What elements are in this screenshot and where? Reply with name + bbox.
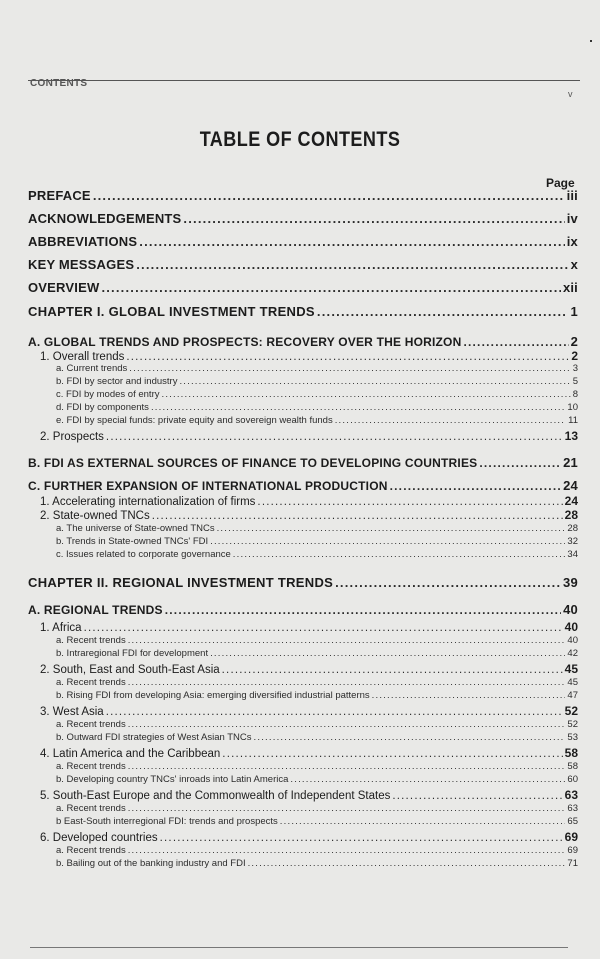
toc-entry-latin-inroads[interactable]	[56, 774, 578, 785]
entry-text: KEY MESSAGES	[28, 257, 135, 272]
toc-entry-bailing-out[interactable]	[56, 858, 578, 869]
toc-entry-internationalization[interactable]	[40, 494, 578, 508]
entry-page: 45	[564, 662, 578, 676]
leader-dots	[129, 363, 570, 374]
entry-page: 8	[572, 389, 578, 400]
page-column-label: Page	[546, 176, 575, 190]
entry-text: A. REGIONAL TRENDS	[28, 603, 163, 617]
leader-dots	[161, 389, 570, 400]
toc-entry-west-asia[interactable]	[40, 704, 578, 718]
toc-entry-section-1a[interactable]	[28, 334, 578, 349]
entry-page: 32	[567, 536, 578, 547]
toc-entry-developed-recent[interactable]	[56, 845, 578, 856]
leader-dots	[128, 761, 566, 772]
toc-entry-abbreviations[interactable]	[28, 234, 578, 249]
leader-dots	[106, 706, 563, 718]
toc-entry-africa-recent[interactable]	[56, 635, 578, 646]
toc-entry-asia-recent[interactable]	[56, 677, 578, 688]
toc-entry-universe-tncs[interactable]	[56, 523, 578, 534]
entry-page: 28	[567, 523, 578, 534]
entry-text: 2. State-owned TNCs	[40, 510, 150, 522]
leader-dots	[222, 748, 562, 760]
entry-text: b. Rising FDI from developing Asia: emerging diversified industrial patterns	[56, 690, 370, 701]
entry-text: 1. Accelerating internationalization of firms	[40, 496, 256, 508]
entry-text: b. Trends in State-owned TNCs' FDI	[56, 536, 209, 547]
entry-page: 40	[567, 635, 578, 646]
leader-dots	[136, 257, 568, 272]
leader-dots	[280, 816, 566, 827]
toc-entry-fdi-sector[interactable]	[56, 376, 578, 387]
entry-text: b. Developing country TNCs' inroads into Latin America	[56, 774, 289, 785]
entry-text: a. The universe of State-owned TNCs	[56, 523, 215, 534]
leader-dots	[84, 622, 563, 634]
entry-page: 21	[563, 455, 578, 470]
toc-entry-section-1c[interactable]	[28, 478, 578, 493]
entry-page: 40	[564, 620, 578, 634]
toc-entry-west-asia-outward[interactable]	[56, 732, 578, 743]
entry-text: a. Recent trends	[56, 803, 126, 814]
entry-text: 2. South, East and South-East Asia	[40, 664, 220, 676]
entry-page: 58	[567, 761, 578, 772]
toc-entry-developed[interactable]	[40, 830, 578, 844]
entry-text: b. Outward FDI strategies of West Asian TNCs	[56, 732, 252, 743]
entry-page: 69	[567, 845, 578, 856]
toc-entry-fdi-special-funds[interactable]	[56, 415, 578, 426]
entry-page: 28	[564, 508, 578, 522]
toc-entry-latin-recent[interactable]	[56, 761, 578, 772]
entry-page: 40	[563, 602, 578, 617]
toc-entry-prospects[interactable]	[40, 429, 578, 443]
toc-entry-see-cis[interactable]	[40, 788, 578, 802]
leader-dots	[128, 845, 566, 856]
toc-entry-overview[interactable]	[28, 280, 578, 295]
entry-page: 24	[563, 478, 578, 493]
toc-entry-section-1b[interactable]	[28, 455, 578, 470]
entry-page: 34	[567, 549, 578, 560]
leader-dots	[372, 690, 566, 701]
entry-text: A. GLOBAL TRENDS AND PROSPECTS: RECOVERY OVER THE HORIZON	[28, 335, 462, 349]
leader-dots	[151, 402, 565, 413]
toc-entry-africa-intraregional[interactable]	[56, 648, 578, 659]
entry-text: b. Bailing out of the banking industry and FDI	[56, 858, 246, 869]
entry-page: 63	[567, 803, 578, 814]
toc-entry-chapter-2[interactable]	[28, 575, 578, 590]
entry-text: 1. Overall trends	[40, 351, 125, 363]
leader-dots	[139, 234, 564, 249]
toc-entry-current-trends[interactable]	[56, 363, 578, 374]
entry-page: 47	[567, 690, 578, 701]
leader-dots	[152, 510, 563, 522]
scan-speck	[590, 40, 592, 42]
toc-entry-asia[interactable]	[40, 662, 578, 676]
entry-text: OVERVIEW	[28, 280, 100, 295]
leader-dots	[254, 732, 566, 743]
entry-page: 3	[572, 363, 578, 374]
entry-page: 10	[567, 402, 578, 413]
entry-text: 6. Developed countries	[40, 832, 158, 844]
leader-dots	[335, 575, 561, 590]
page-folio: v	[568, 89, 573, 99]
entry-text: 1. Africa	[40, 622, 82, 634]
entry-text: 4. Latin America and the Caribbean	[40, 748, 221, 760]
leader-dots	[210, 648, 565, 659]
leader-dots	[317, 304, 569, 319]
entry-text: e. FDI by special funds: private equity and sovereign wealth funds	[56, 415, 333, 426]
entry-text: CHAPTER I. GLOBAL INVESTMENT TRENDS	[28, 304, 315, 319]
toc-entry-see-recent[interactable]	[56, 803, 578, 814]
leader-dots	[101, 280, 561, 295]
entry-page: 13	[564, 429, 578, 443]
leader-dots	[165, 603, 561, 617]
entry-text: C. FURTHER EXPANSION OF INTERNATIONAL PRODUCTION	[28, 479, 388, 493]
entry-text: a. Current trends	[56, 363, 128, 374]
leader-dots	[183, 211, 564, 226]
entry-text: ABBREVIATIONS	[28, 234, 138, 249]
entry-text: a. Recent trends	[56, 677, 126, 688]
entry-text: 2. Prospects	[40, 431, 104, 443]
entry-page: 11	[568, 415, 578, 426]
leader-dots	[128, 719, 566, 730]
entry-text: a. Recent trends	[56, 635, 126, 646]
toc-entry-preface[interactable]	[28, 188, 578, 203]
entry-text: B. FDI AS EXTERNAL SOURCES OF FINANCE TO DEVELOPING COUNTRIES	[28, 456, 478, 470]
entry-page: 53	[567, 732, 578, 743]
entry-text: b East-South interregional FDI: trends and prospects	[56, 816, 278, 827]
entry-page: iv	[566, 211, 578, 226]
toc-entry-chapter-1[interactable]	[28, 304, 578, 319]
leader-dots	[160, 832, 563, 844]
entry-page: 45	[567, 677, 578, 688]
entry-text: ACKNOWLEDGEMENTS	[28, 211, 182, 226]
toc-title: TABLE OF CONTENTS	[199, 128, 401, 151]
entry-page: 2	[570, 334, 578, 349]
leader-dots	[217, 523, 566, 534]
toc-entry-section-2a[interactable]	[28, 602, 578, 617]
toc-entry-state-owned-tncs[interactable]	[40, 508, 578, 522]
toc-entry-latin-america[interactable]	[40, 746, 578, 760]
entry-text: a. Recent trends	[56, 845, 126, 856]
toc-entry-overall-trends[interactable]	[40, 349, 578, 363]
leader-dots	[479, 456, 561, 470]
entry-text: PREFACE	[28, 188, 91, 203]
leader-dots	[335, 415, 566, 426]
entry-page: 60	[567, 774, 578, 785]
entry-text: c. FDI by modes of entry	[56, 389, 160, 400]
toc-entry-asia-rising-fdi[interactable]	[56, 690, 578, 701]
toc-entry-fdi-components[interactable]	[56, 402, 578, 413]
entry-text: a. Recent trends	[56, 719, 126, 730]
leader-dots	[257, 496, 562, 508]
entry-text: CHAPTER II. REGIONAL INVESTMENT TRENDS	[28, 575, 334, 590]
footer-rule	[30, 947, 568, 948]
entry-page: 63	[564, 788, 578, 802]
entry-page: ix	[566, 234, 578, 249]
leader-dots	[128, 803, 566, 814]
entry-text: 3. West Asia	[40, 706, 104, 718]
leader-dots	[210, 536, 565, 547]
leader-dots	[179, 376, 570, 387]
entry-page: 65	[567, 816, 578, 827]
entry-page: iii	[566, 188, 578, 203]
entry-text: a. Recent trends	[56, 761, 126, 772]
entry-text: c. Issues related to corporate governance	[56, 549, 231, 560]
entry-page: 69	[564, 830, 578, 844]
running-head: CONTENTS	[30, 78, 88, 89]
toc-entry-trends-tncs-fdi[interactable]	[56, 536, 578, 547]
toc-entry-west-asia-recent[interactable]	[56, 719, 578, 730]
leader-dots	[126, 351, 569, 363]
entry-page: 5	[572, 376, 578, 387]
entry-page: 24	[564, 494, 578, 508]
entry-text: 5. South-East Europe and the Commonwealth of Independent States	[40, 790, 391, 802]
entry-page: x	[570, 257, 578, 272]
entry-text: d. FDI by components	[56, 402, 149, 413]
toc-entry-fdi-modes[interactable]	[56, 389, 578, 400]
entry-page: 1	[570, 304, 578, 319]
header-rule	[28, 80, 580, 81]
leader-dots	[128, 635, 566, 646]
toc-entry-key-messages[interactable]	[28, 257, 578, 272]
leader-dots	[106, 431, 563, 443]
leader-dots	[463, 335, 568, 349]
entry-page: xii	[562, 280, 578, 295]
entry-page: 42	[567, 648, 578, 659]
leader-dots	[392, 790, 562, 802]
leader-dots	[128, 677, 566, 688]
entry-page: 58	[564, 746, 578, 760]
toc-entry-acknowledgements[interactable]	[28, 211, 578, 226]
entry-page: 52	[567, 719, 578, 730]
leader-dots	[233, 549, 566, 560]
entry-text: b. FDI by sector and industry	[56, 376, 178, 387]
leader-dots	[93, 188, 565, 203]
entry-page: 71	[567, 858, 578, 869]
leader-dots	[248, 858, 566, 869]
toc-entry-east-south[interactable]	[56, 816, 578, 827]
entry-page: 52	[564, 704, 578, 718]
leader-dots	[222, 664, 563, 676]
leader-dots	[390, 479, 562, 493]
entry-page: 39	[562, 575, 578, 590]
entry-page: 2	[571, 349, 578, 363]
leader-dots	[290, 774, 565, 785]
toc-entry-africa[interactable]	[40, 620, 578, 634]
entry-text: b. Intraregional FDI for development	[56, 648, 209, 659]
toc-entry-corporate-governance[interactable]	[56, 549, 578, 560]
